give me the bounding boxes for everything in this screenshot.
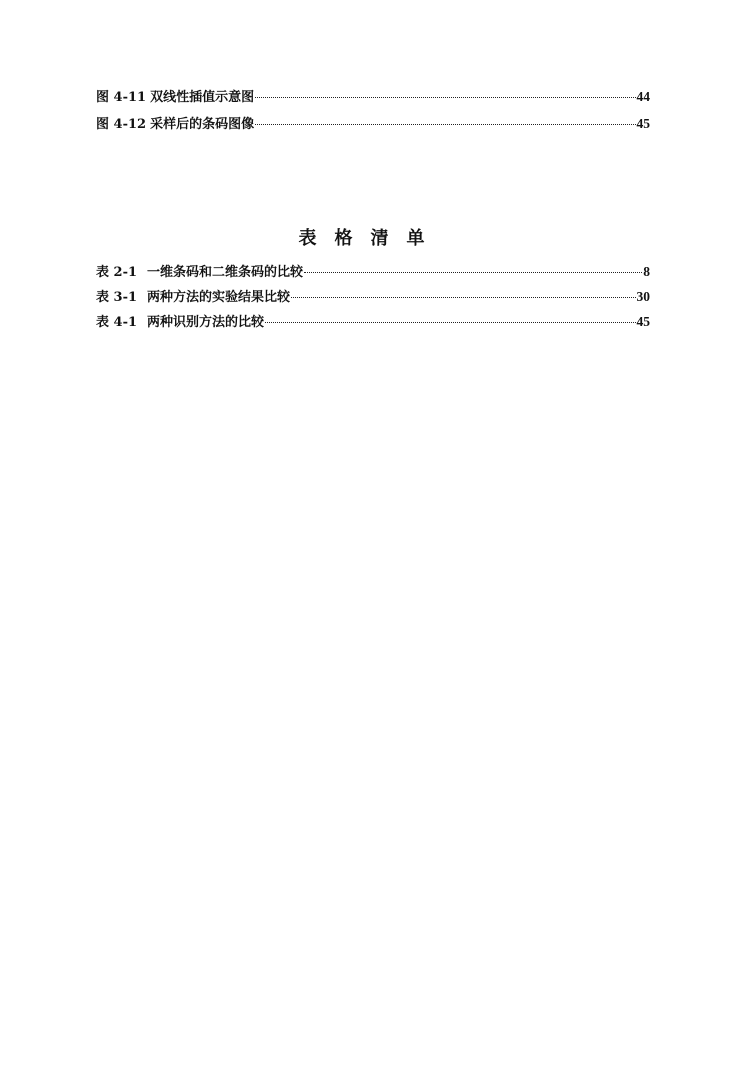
figure-number: 图 4-12 (96, 117, 147, 132)
page-number: 8 (643, 264, 650, 279)
figure-title: 双线性插值示意图 (150, 90, 255, 105)
dot-leader (265, 322, 635, 323)
toc-entry-figure-4-12[interactable] (96, 116, 650, 133)
table-title: 两种方法的实验结果比较 (147, 290, 291, 305)
page-number: 44 (636, 89, 650, 104)
table-title: 一维条码和二维条码的比较 (147, 265, 304, 280)
dot-leader (304, 272, 642, 273)
table-number: 表 3-1 (96, 290, 138, 305)
table-title: 两种识别方法的比较 (147, 315, 265, 330)
dot-leader (291, 297, 635, 298)
toc-entry-table-3-1[interactable] (96, 289, 650, 306)
toc-entry-table-4-1[interactable] (96, 314, 650, 331)
dot-leader (255, 124, 635, 125)
figure-number: 图 4-11 (96, 90, 147, 105)
page-number: 30 (636, 289, 650, 304)
toc-entry-table-2-1[interactable] (96, 264, 650, 281)
page-number: 45 (636, 116, 650, 131)
figure-title: 采样后的条码图像 (150, 117, 255, 132)
dot-leader (255, 97, 635, 98)
table-number: 表 2-1 (96, 265, 138, 280)
table-number: 表 4-1 (96, 315, 138, 330)
tables-list-heading: 表格清单 (298, 228, 443, 249)
toc-entry-figure-4-11[interactable] (96, 89, 650, 106)
page-number: 45 (636, 314, 650, 329)
